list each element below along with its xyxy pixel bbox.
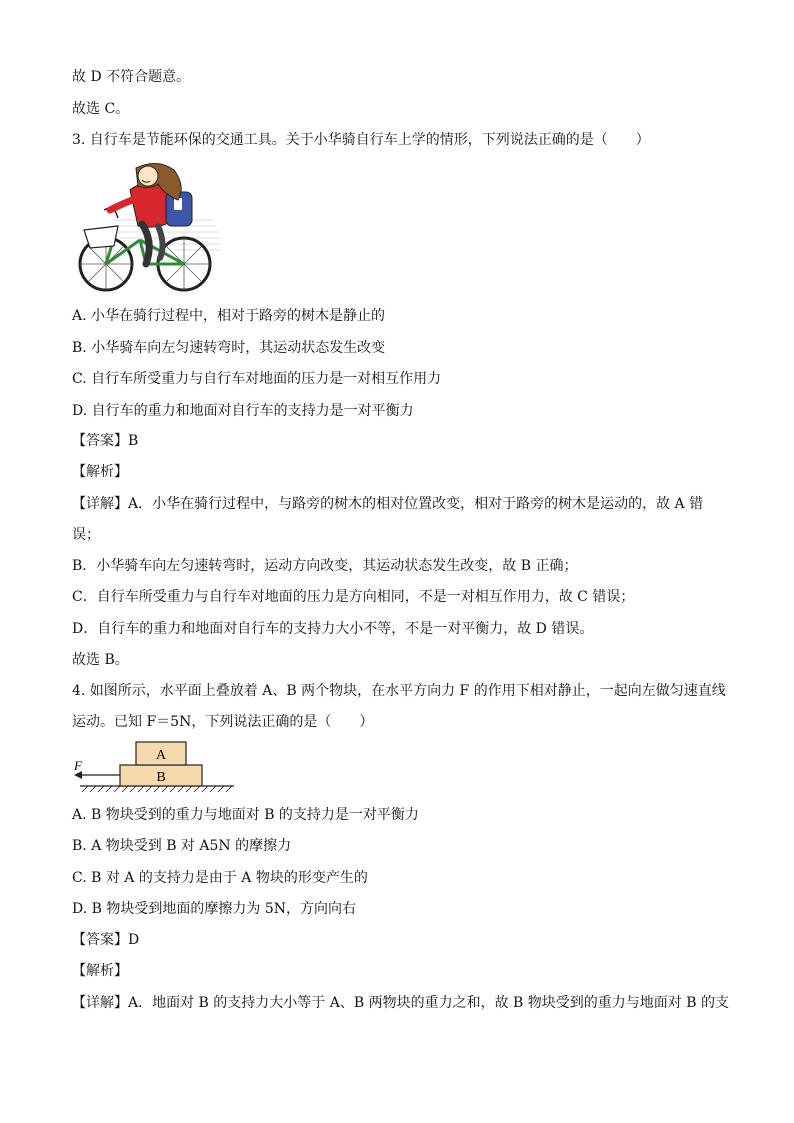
ground-hatch xyxy=(80,786,234,792)
detail-text: B．小华骑车向左匀速转弯时，运动方向改变，其运动状态发生改变，故 B 正确； xyxy=(72,558,578,574)
option-d: D. 自行车的重力和地面对自行车的支持力是一对平衡力 xyxy=(72,403,414,419)
option-b: B. A 物块受到 B 对 A5N 的摩擦力 xyxy=(72,838,292,854)
detail-text: 误； xyxy=(72,527,100,543)
force-label: F xyxy=(74,758,82,773)
detail-text: D．自行车的重力和地面对自行车的支持力大小不等，不是一对平衡力，故 D 错误。 xyxy=(72,621,594,637)
block-b-label: B xyxy=(156,770,166,785)
option-d: D. B 物块受到地面的摩擦力为 5N，方向向右 xyxy=(72,901,356,917)
question-4-stem: 4. 如图所示，水平面上叠放着 A、B 两个物块，在水平方向力 F 的作用下相对静止，一起向左做匀速直线 xyxy=(72,683,726,699)
text-line: 故 D 不符合题意。 xyxy=(72,69,191,85)
question-4-stem: 运动。已知 F＝5N，下列说法正确的是（ ） xyxy=(72,714,374,730)
block-a-label: A xyxy=(155,748,167,763)
detail-text: 【详解】A．地面对 B 的支持力大小等于 A、B 两物块的重力之和，故 B 物块受到的重力与地面对 B 的支 xyxy=(72,995,729,1011)
answer-label: 【答案】D xyxy=(72,932,140,948)
option-b: B. 小华骑车向左匀速转弯时，其运动状态发生改变 xyxy=(72,340,386,356)
conclusion-text: 故选 B。 xyxy=(72,652,129,668)
option-a: A. B 物块受到的重力与地面对 B 的支持力是一对平衡力 xyxy=(72,807,419,823)
analysis-label: 【解析】 xyxy=(72,963,128,979)
question-3-stem: 3. 自行车是节能环保的交通工具。关于小华骑自行车上学的情形，下列说法正确的是（ ） xyxy=(72,132,650,148)
option-c: C. B 对 A 的支持力是由于 A 物块的形变产生的 xyxy=(72,870,368,886)
text-line: 故选 C。 xyxy=(72,101,130,117)
answer-label: 【答案】B xyxy=(72,433,139,449)
stacked-blocks-diagram xyxy=(68,738,240,794)
analysis-label: 【解析】 xyxy=(72,464,128,480)
detail-text: C．自行车所受重力与自行车对地面的压力是方向相同，不是一对相互作用力，故 C 错误； xyxy=(72,589,635,605)
option-a: A. 小华在骑行过程中，相对于路旁的树木是静止的 xyxy=(72,308,386,324)
option-c: C. 自行车所受重力与自行车对地面的压力是一对相互作用力 xyxy=(72,371,442,387)
detail-text: 【详解】A．小华在骑行过程中，与路旁的树木的相对位置改变，相对于路旁的树木是运动的，故 A 错 xyxy=(72,496,704,512)
cyclist-illustration xyxy=(74,160,222,296)
